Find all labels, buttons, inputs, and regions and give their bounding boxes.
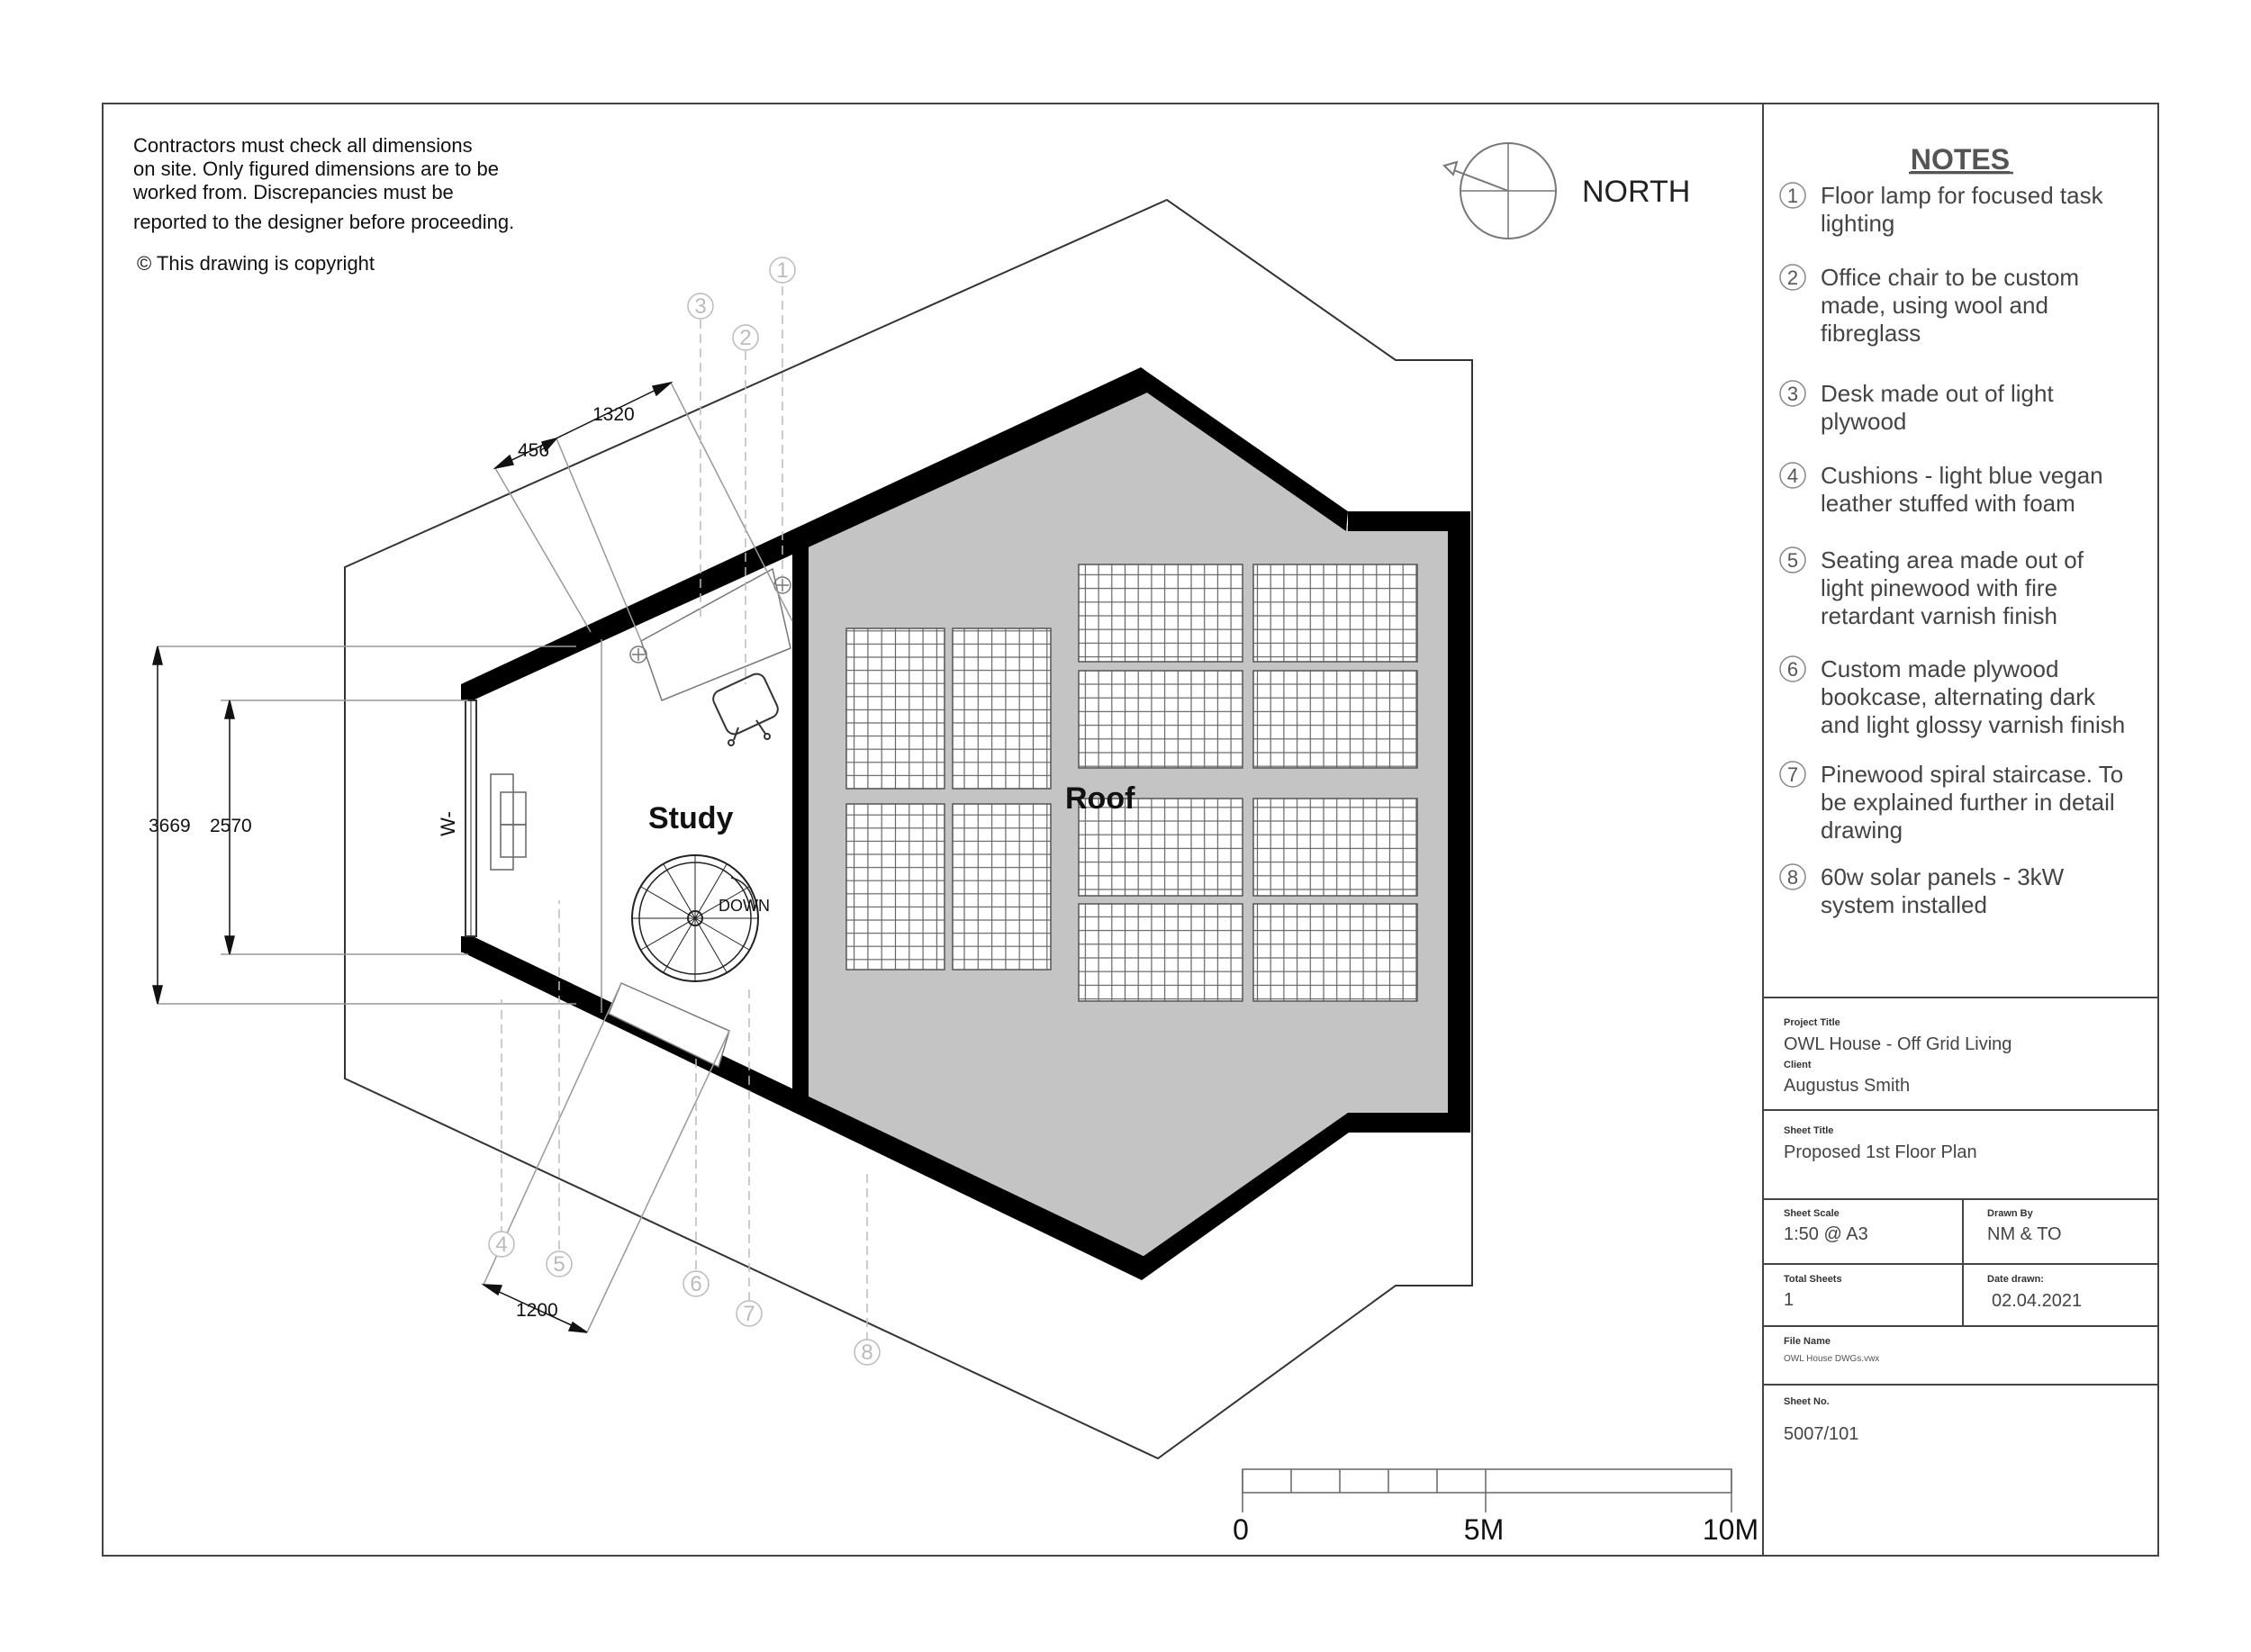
file-name: OWL House DWGs.vwx [1784, 1354, 1880, 1364]
sheet-scale: 1:50 @ A3 [1784, 1224, 1868, 1244]
note-item-8 [1780, 863, 2065, 918]
note-item-1 [1780, 182, 2104, 237]
svg-text:8: 8 [861, 1341, 873, 1365]
note-text-line: fibreglass [1821, 320, 1921, 347]
note-text-line: leather stuffed with foam [1821, 490, 2075, 517]
total-sheets-label: Total Sheets [1784, 1274, 1842, 1285]
sheet-title: Proposed 1st Floor Plan [1784, 1142, 1977, 1162]
disclaimer [132, 134, 514, 275]
solar-panel [953, 804, 1051, 970]
callout-1 [770, 257, 795, 283]
note-item-4 [1780, 462, 2103, 517]
solar-panel [846, 804, 945, 970]
client-label: Client [1784, 1060, 1812, 1070]
callout-3 [688, 293, 713, 319]
note-item-7 [1780, 761, 2123, 844]
note-number: 2 [1786, 266, 1799, 289]
solar-panel [1253, 564, 1417, 662]
note-text-line: be explained further in detail [1821, 789, 2115, 816]
spiral-staircase [632, 855, 758, 981]
dimension-label-2570: 2570 [210, 816, 252, 836]
svg-text:2: 2 [739, 326, 752, 350]
scale-label-mid: 5M [1463, 1513, 1505, 1546]
copyright-notice: © This drawing is copyright [137, 252, 375, 275]
callout-8 [854, 1340, 880, 1365]
note-number: 5 [1786, 549, 1799, 572]
note-item-6 [1780, 655, 2125, 738]
note-number: 1 [1786, 185, 1799, 207]
disclaimer-line-4: reported to the designer before proceeding. [133, 211, 515, 233]
north-label: NORTH [1582, 175, 1691, 209]
svg-text:7: 7 [743, 1302, 755, 1326]
sheet-title-label: Sheet Title [1784, 1125, 1834, 1136]
disclaimer-line-3: worked from. Discrepancies must be [133, 181, 454, 203]
svg-text:6: 6 [690, 1272, 702, 1296]
note-text-line: Seating area made out of [1821, 546, 2084, 573]
disclaimer-line-1: Contractors must check all dimensions [133, 134, 473, 157]
note-item-5 [1780, 546, 2084, 629]
room-label-roof: Roof [1065, 781, 1135, 816]
note-text-line: bookcase, alternating dark [1821, 683, 2095, 710]
office-chair-icon [710, 671, 781, 745]
disclaimer-line-2: on site. Only figured dimensions are to be [133, 158, 500, 180]
note-number: 6 [1786, 658, 1799, 681]
drawn-by-label: Drawn By [1987, 1208, 2033, 1219]
note-item-2 [1780, 264, 2079, 347]
floor-lamp-icon [630, 646, 646, 663]
note-number: 8 [1786, 866, 1799, 889]
svg-text:1: 1 [776, 258, 789, 283]
notes-title: NOTES [1910, 143, 2011, 176]
note-text-line: and light glossy varnish finish [1821, 711, 2126, 738]
callout-2 [733, 325, 758, 350]
project-title: OWL House - Off Grid Living [1784, 1034, 2012, 1054]
drawn-by: NM & TO [1987, 1224, 2062, 1244]
solar-panel [1253, 904, 1417, 1001]
note-text-line: system installed [1821, 891, 1987, 918]
dimension-label-1200: 1200 [516, 1300, 558, 1321]
solar-panel [1079, 671, 1243, 768]
sheet-no: 5007/101 [1784, 1424, 1859, 1444]
svg-text:4: 4 [495, 1232, 508, 1257]
note-text-line: 60w solar panels - 3kW [1821, 863, 2065, 890]
note-text-line: light pinewood with fire [1821, 574, 2058, 601]
note-text-line: lighting [1821, 210, 1895, 237]
dimension-label-3669: 3669 [149, 816, 191, 836]
note-number: 4 [1786, 465, 1799, 487]
notes-list [1780, 182, 2125, 918]
solar-panel [953, 628, 1051, 789]
note-text-line: drawing [1821, 817, 1903, 844]
solar-panel [1079, 904, 1243, 1001]
note-text-line: Custom made plywood [1821, 655, 2059, 682]
callout-5 [547, 1251, 572, 1277]
note-text-line: Office chair to be custom [1821, 264, 2080, 291]
solar-panel [1253, 671, 1417, 768]
svg-text:3: 3 [694, 294, 707, 319]
note-text-line: Floor lamp for focused task [1821, 182, 2103, 209]
stair-direction-label: DOWN [719, 897, 770, 915]
callout-7 [737, 1301, 762, 1326]
client-name: Augustus Smith [1784, 1076, 1911, 1096]
callout-6 [683, 1271, 709, 1296]
solar-panel [1253, 799, 1417, 896]
sheet-no-label: Sheet No. [1784, 1396, 1830, 1407]
date-drawn-label: Date drawn: [1987, 1274, 2044, 1285]
date-drawn: 02.04.2021 [1992, 1291, 2083, 1311]
scale-label-zero: 0 [1233, 1513, 1249, 1546]
note-text-line: made, using wool and [1821, 292, 2048, 319]
window-tag: W- [437, 811, 459, 836]
callout-4 [489, 1232, 514, 1257]
file-name-label: File Name [1784, 1336, 1831, 1347]
scale-label-end: 10M [1702, 1513, 1759, 1546]
room-label-study: Study [648, 801, 734, 835]
note-text-line: retardant varnish finish [1821, 602, 2058, 629]
note-text-line: Desk made out of light [1821, 380, 2054, 407]
total-sheets: 1 [1784, 1290, 1794, 1310]
dimension-label-1320: 1320 [592, 404, 635, 425]
project-title-label: Project Title [1784, 1017, 1840, 1028]
sheet-scale-label: Sheet Scale [1784, 1208, 1840, 1219]
seating-area [491, 774, 526, 870]
solar-panel [1079, 564, 1243, 662]
window [466, 700, 476, 936]
note-number: 7 [1786, 763, 1799, 786]
svg-text:5: 5 [553, 1252, 565, 1277]
scale-bar [1243, 1469, 1731, 1512]
note-number: 3 [1786, 383, 1799, 405]
note-item-3 [1780, 380, 2054, 435]
note-text-line: Pinewood spiral staircase. To [1821, 761, 2124, 788]
solar-panel [846, 628, 945, 789]
title-block [1763, 998, 2158, 1385]
note-text-line: Cushions - light blue vegan [1821, 462, 2103, 489]
dimension-label-456: 456 [518, 440, 550, 461]
north-arrow-icon [1444, 143, 1556, 239]
note-text-line: plywood [1821, 408, 1907, 435]
